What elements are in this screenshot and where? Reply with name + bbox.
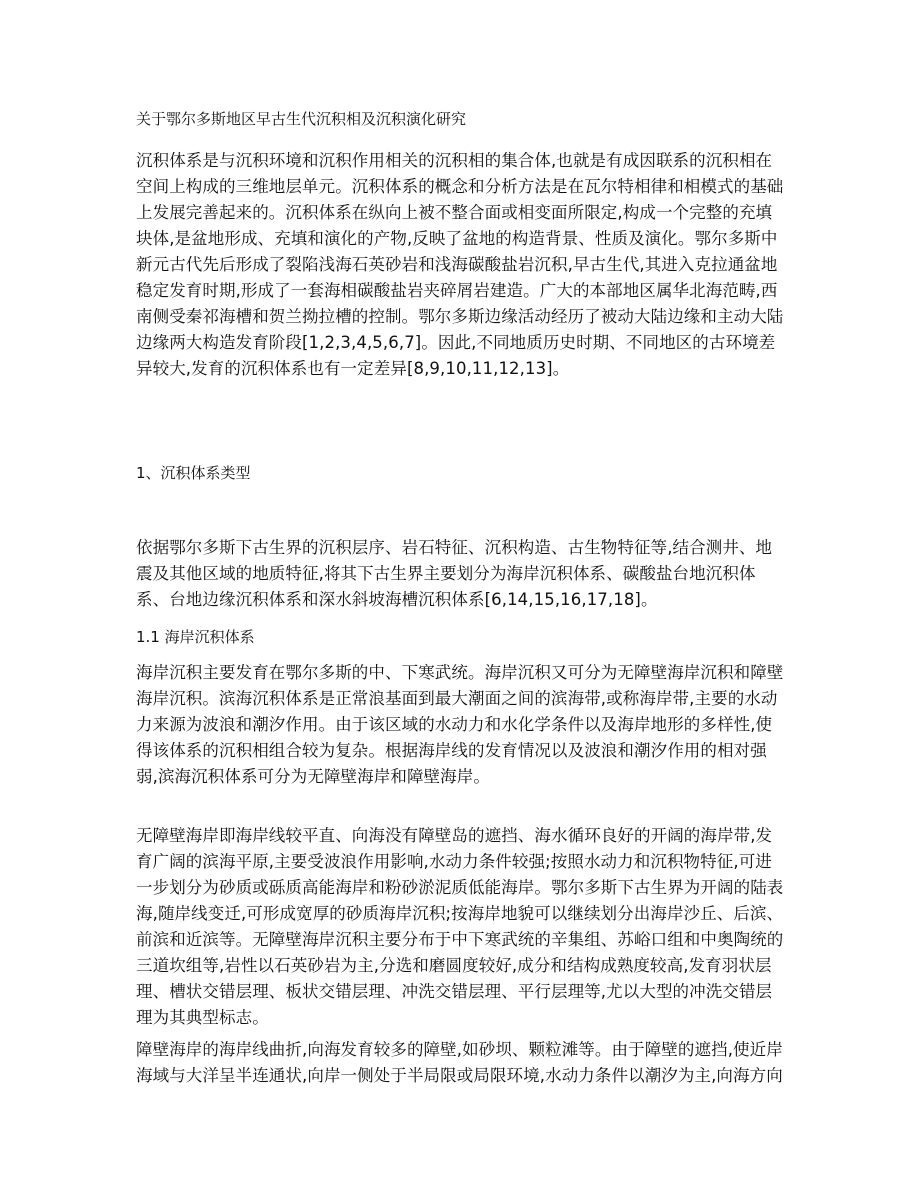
section11-paragraph-2: 无障壁海岸即海岸线较平直、向海没有障壁岛的遮挡、海水循环良好的开阔的海岸带,发育广阔的滨海平原,主要受波浪作用影响,水动力条件较强;按照水动力和沉积物特征,可进一步划分为砂质或砾质高能海岸和粉砂淤泥质低能海岸。鄂尔多斯下古生界为开阔的陆表海,随岸线变迁,可形成宽厚的砂质海岸沉积;按海岸地貌可以继续划分出海岸沙丘、后滨、前滨和近滨等。无障壁海岸沉积主要分布于中下寒武统的辛集组、苏峪口组和中奥陶统的三道坎组等,岩性以石英砂岩为主,分选和磨圆度较好,成分和结构成熟度较高,发育羽状层理、槽状交错层理、板状交错层理、冲洗交错层理、平行层理等,尤以大型的冲洗交错层理为其典型标志。 (136, 826, 784, 1027)
section11-paragraph-3: 障壁海岸的海岸线曲折,向海发育较多的障壁,如砂坝、颗粒滩等。由于障壁的遮挡,使近岸海域与大洋呈半连通状,向岸一侧处于半局限或局限环境,水动力条件以潮汐为主,向海方向 (136, 1040, 783, 1085)
section11-paragraph-1: 海岸沉积主要发育在鄂尔多斯的中、下寒武统。海岸沉积又可分为无障壁海岸沉积和障壁海岸沉积。滨海沉积体系是正常浪基面到最大潮面之间的滨海带,或称海岸带,主要的水动力来源为波浪和潮汐作用。由于该区域的水动力和水化学条件以及海岸地形的多样性,使得该体系的沉积相组合较为复杂。根据海岸线的发育情况以及波浪和潮汐作用的相对强弱,滨海沉积体系可分为无障壁海岸和障壁海岸。 (136, 663, 784, 786)
section1-paragraph: 依据鄂尔多斯下古生界的沉积层序、岩石特征、沉积构造、古生物特征等,结合测井、地震及其他区域的地质特征,将其下古生界主要划分为海岸沉积体系、碳酸盐台地沉积体系、台地边缘沉积体系和深水斜坡海槽沉积体系[6,14,15,16,17,18]。 (136, 538, 773, 609)
intro-paragraph: 沉积体系是与沉积环境和沉积作用相关的沉积相的集合体,也就是有成因联系的沉积相在空间上构成的三维地层单元。沉积体系的概念和分析方法是在瓦尔特相律和相模式的基础上发展完善起来的。沉积体系在纵向上被不整合面或相变面所限定,构成一个完整的充填块体,是盆地形成、充填和演化的产物,反映了盆地的构造背景、性质及演化。鄂尔多斯中新元古代先后形成了裂陷浅海石英砂岩和浅海碳酸盐岩沉积,早古生代,其进入克拉通盆地稳定发育时期,形成了一套海相碳酸盐岩夹碎屑岩建造。广大的本部地区属华北海范畴,西南侧受秦祁海槽和贺兰拗拉槽的控制。鄂尔多斯边缘活动经历了被动大陆边缘和主动大陆边缘两大构造发育阶段[1,2,3,4,5,6,7]。因此,不同地质历史时期、不同地区的古环境差异较大,发育的沉积体系也有一定差异[8,9,10,11,12,13]。 (136, 151, 784, 378)
section-heading-1-1: 1.1 海岸沉积体系 (136, 628, 255, 646)
section-heading-1: 1、沉积体系类型 (136, 464, 251, 482)
document-title: 关于鄂尔多斯地区早古生代沉积相及沉积演化研究 (136, 110, 467, 128)
